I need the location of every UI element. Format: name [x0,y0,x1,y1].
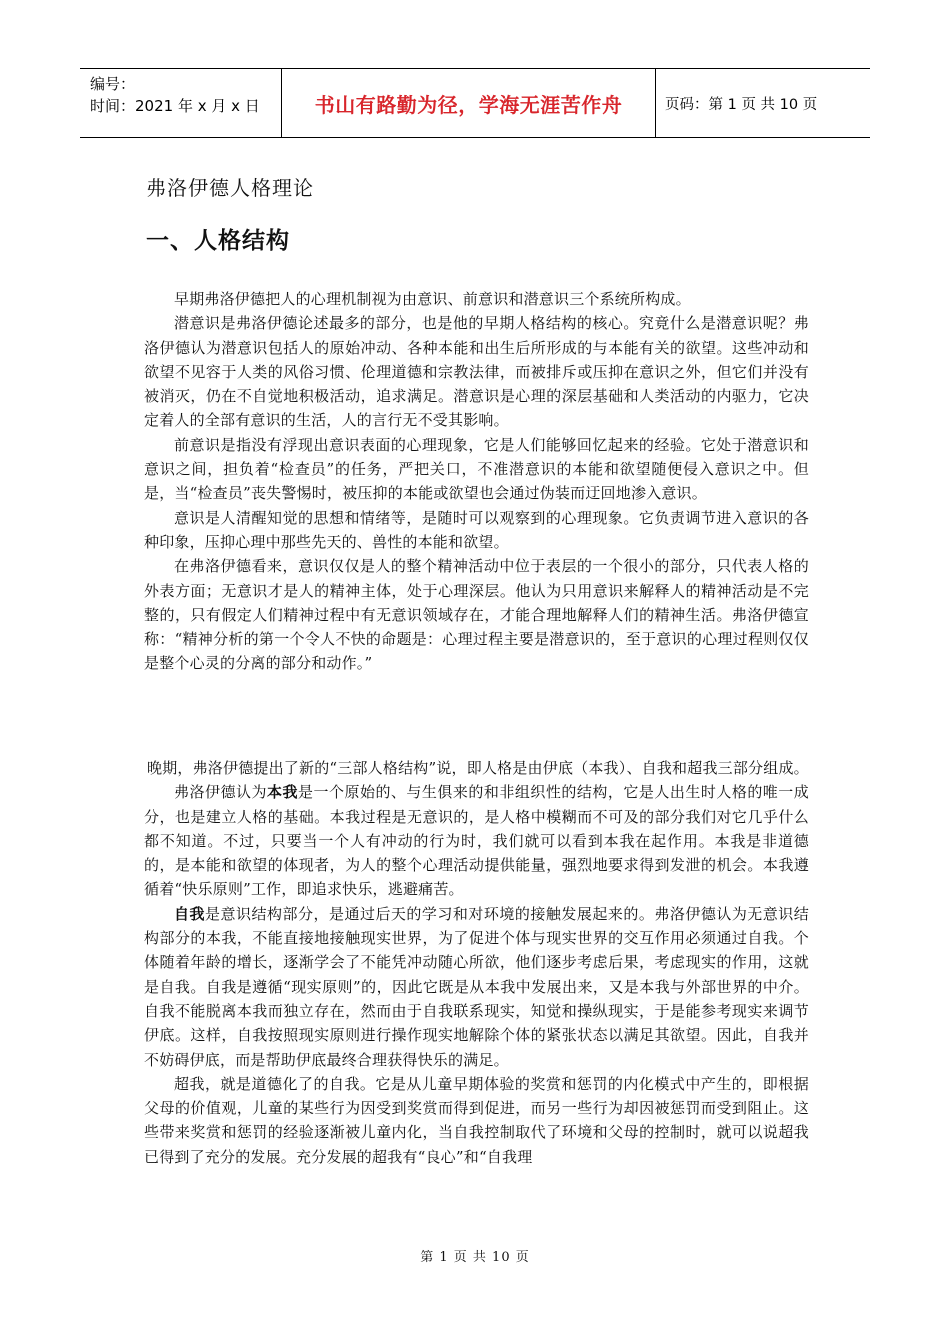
header-table [80,68,870,138]
header-meta-cell [80,69,281,137]
paragraph-late-period: 晚期，弗洛伊德提出了新的“三部人格结构”说，即人格是由伊底（本我）、自我和超我三部分组成。 [147,759,809,777]
term-ego: 自我 [174,904,205,923]
paragraph: 在弗洛伊德看来，意识仅仅是人的整个精神活动中位于表层的一个很小的部分，只代表人格的外表方面；无意识才是人的精神主体，处于心理深层。他认为只用意识来解释人的精神活动是不完整的，只有假定人们精神过程中有无意识领域存在，才能合理地解释人们的精神生活。弗洛伊德宣称：“精神分析的第一个令人不快的命题是：心理过程主要是潜意识的，至于意识的心理过程则仅仅是整个心灵的分离的部分和动作。” [144,557,809,673]
paragraph-ego: 自我是意识结构部分，是通过后天的学习和对环境的接触发展起来的。弗洛伊德认为无意识结构部分的本我，不能直接地接触现实世界，为了促进个体与现实世界的交互作用必须通过自我。个体随着年龄的增长，逐渐学会了不能凭冲动随心所欲，他们逐步考虑后果，考虑现实的作用，这就是自我。自我是遵循“现实原则”的，因此它既是从本我中发展出来，又是本我与外部世界的中介。自我不能脱离本我而独立存在，然而由于自我联系现实，知觉和操纵现实，于是能参考现实来调节伊底。这样，自我按照现实原则进行操作现实地解除个体的紧张状态以满足其欲望。因此，自我并不妨碍伊底，而是帮助伊底最终合理获得快乐的满足。 [144,904,809,1069]
body-block-consciousness [144,287,809,676]
section-heading: 一、人格结构 [146,228,290,254]
date-label: 时间：2021 年 x 月 x 日 [90,97,260,115]
document-title: 弗洛伊德人格理论 [146,176,314,200]
paragraph: 早期弗洛伊德把人的心理机制视为由意识、前意识和潜意识三个系统所构成。 [174,290,691,308]
paragraph-superego: 超我，就是道德化了的自我。它是从儿童早期体验的奖赏和惩罚的内化模式中产生的，即根据父母的价值观，儿童的某些行为因受到奖赏而得到促进，而另一些行为却因被惩罚而受到阻止。这些带来奖赏和惩罚的经验逐渐被儿童内化，当自我控制取代了环境和父母的控制时，就可以说超我已得到了充分的发展。充分发展的超我有“良心”和“自我理 [144,1074,809,1166]
motto-text: 书山有路勤为径，学海无涯苦作舟 [314,92,623,117]
paragraph-id: 弗洛伊德认为本我是一个原始的、与生俱来的和非组织性的结构，它是人出生时人格的唯一成分，也是建立人格的基础。本我过程是无意识的，是人格中模糊而不可及的部分我们对它几乎什么都不知道。不过，只要当一个人有冲动的行为时，我们就可以看到本我在起作用。本我是非道德的，是本能和欲望的体现者，为人的整个心理活动提供能量，强烈地要求得到发泄的机会。本我遵循着“快乐原则”工作，即追求快乐，逃避痛苦。 [144,783,809,899]
paragraph: 前意识是指没有浮现出意识表面的心理现象，它是人们能够回忆起来的经验。它处于潜意识和意识之间，担负着“检查员”的任务，严把关口，不准潜意识的本能和欲望随便侵入意识之中。但是，当“检查员”丧失警惕时，被压抑的本能或欲望也会通过伪装而迂回地渗入意识。 [144,435,809,503]
page-info-cell [656,69,870,137]
term-id: 本我 [266,783,298,802]
paragraph: 意识是人清醒知觉的思想和情绪等，是随时可以观察到的心理现象。它负责调节进入意识的各种印象，压抑心理中那些先天的、兽性的本能和欲望。 [144,508,809,551]
motto-cell [281,69,656,137]
page-info-text: 页码：第 1 页 共 10 页 [665,96,818,113]
number-label: 编号： [90,75,136,93]
body-block-structure [144,756,809,1169]
page-footer: 第 1 页 共 10 页 [420,1250,530,1265]
paragraph: 潜意识是弗洛伊德论述最多的部分，也是他的早期人格结构的核心。究竟什么是潜意识呢？弗洛伊德认为潜意识包括人的原始冲动、各种本能和出生后所形成的与本能有关的欲望。这些冲动和欲望不见容于人类的风俗习惯、伦理道德和宗教法律，而被排斥或压抑在意识之外，但它们并没有被消灭，仍在不自觉地积极活动，追求满足。潜意识是心理的深层基础和人类活动的内驱力，它决定着人的全部有意识的生活，人的言行无不受其影响。 [144,314,809,430]
